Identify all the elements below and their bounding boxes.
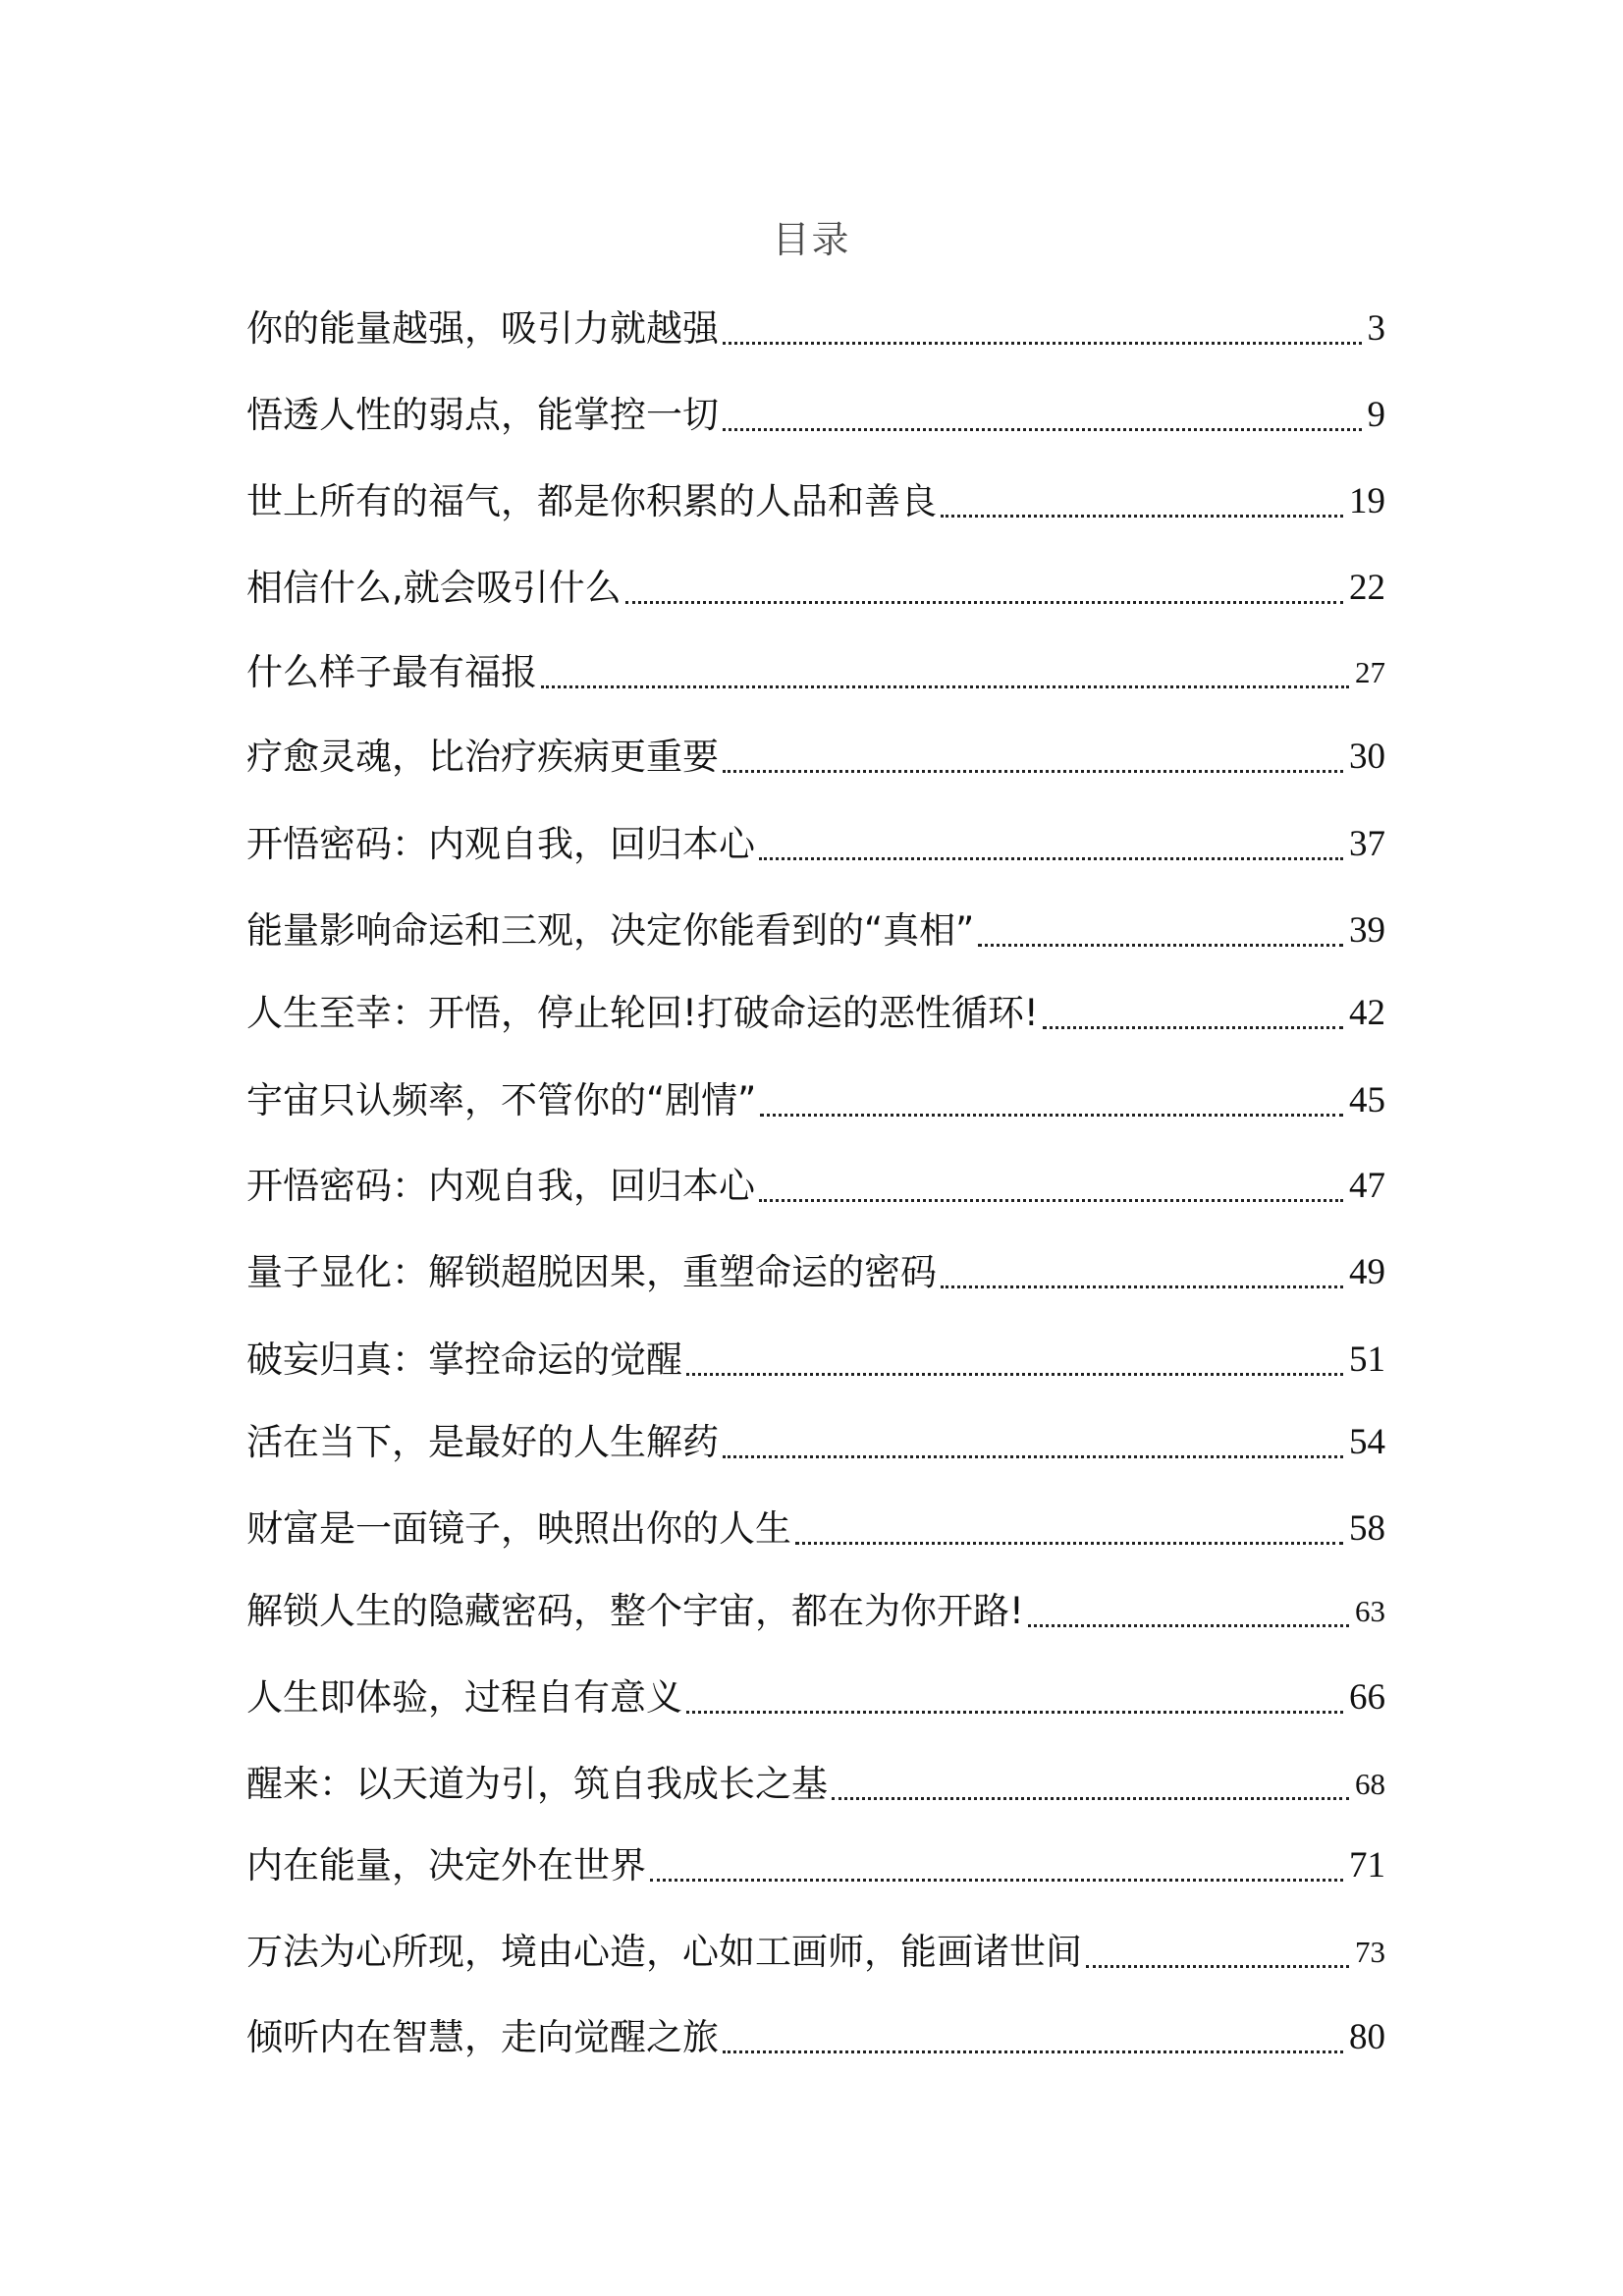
toc-entry-page: 22 <box>1349 568 1385 608</box>
toc-entry-page: 42 <box>1349 993 1385 1033</box>
dot-leader <box>941 515 1343 518</box>
dot-leader <box>686 1711 1343 1714</box>
toc-entry[interactable] <box>246 812 1385 871</box>
toc-entry-page: 9 <box>1367 395 1385 435</box>
dot-leader <box>723 770 1343 773</box>
toc-entry-title: 倾听内在智慧，走向觉醒之旅 <box>246 2016 719 2058</box>
dot-leader <box>723 428 1362 431</box>
toc-entry-title: 万法为心所现，境由心造，心如工画师，能画诸世间 <box>246 1931 1082 1973</box>
toc-entry-title: 能量影响命运和三观，决定你能看到的“真相” <box>246 909 975 952</box>
toc-entry-title: 悟透人性的弱点，能掌控一切 <box>246 394 719 436</box>
toc-entry-title: 疗愈灵魂，比治疗疾病更重要 <box>246 736 719 778</box>
toc-entry-title: 世上所有的福气，都是你积累的人品和善良 <box>246 480 937 522</box>
toc-entry-page: 58 <box>1349 1508 1385 1549</box>
dot-leader <box>1086 1965 1349 1968</box>
toc-entry-title: 破妄归真：掌控命运的觉醒 <box>246 1339 682 1381</box>
toc-entry-title: 人生至幸：开悟，停止轮回!打破命运的恶性循环! <box>246 992 1039 1034</box>
toc-entry[interactable] <box>246 469 1385 528</box>
dot-leader <box>723 2050 1343 2053</box>
toc-entry-page: 3 <box>1367 308 1385 349</box>
toc-entry[interactable] <box>246 297 1385 355</box>
toc-entry[interactable] <box>246 640 1385 699</box>
toc-entry-page: 27 <box>1355 655 1385 689</box>
toc-entry[interactable] <box>246 725 1385 784</box>
toc-entry[interactable] <box>246 383 1385 442</box>
toc-entry[interactable] <box>246 1068 1385 1127</box>
toc-entry[interactable] <box>246 1752 1385 1811</box>
dot-leader <box>650 1879 1343 1882</box>
toc-entry[interactable] <box>246 1328 1385 1387</box>
toc-entry[interactable] <box>246 1579 1385 1638</box>
toc-entry[interactable] <box>246 556 1385 615</box>
toc-entry[interactable] <box>246 899 1385 957</box>
toc-entry-page: 54 <box>1349 1422 1385 1462</box>
dot-leader <box>759 857 1343 860</box>
dot-leader <box>1028 1624 1349 1627</box>
toc-entry-page: 47 <box>1349 1166 1385 1206</box>
dot-leader <box>625 601 1343 604</box>
toc-entry-page: 80 <box>1349 2017 1385 2057</box>
dot-leader <box>686 1373 1343 1376</box>
dot-leader <box>541 685 1349 688</box>
toc-entry-title: 醒来：以天道为引，筑自我成长之基 <box>246 1763 828 1805</box>
toc-entry-title: 解锁人生的隐藏密码，整个宇宙，都在为你开路! <box>246 1590 1024 1632</box>
toc-title: 目录 <box>772 218 851 261</box>
toc-entry-title: 开悟密码：内观自我，回归本心 <box>246 1165 755 1207</box>
toc-entry[interactable] <box>246 1833 1385 1892</box>
toc-entry[interactable] <box>246 1666 1385 1724</box>
toc-entry-page: 73 <box>1355 1935 1385 1969</box>
dot-leader <box>723 342 1362 345</box>
toc-entry-title: 你的能量越强，吸引力就越强 <box>246 307 719 350</box>
toc-entry-page: 71 <box>1349 1845 1385 1886</box>
toc-entry-page: 49 <box>1349 1252 1385 1292</box>
toc-entry[interactable] <box>246 1497 1385 1556</box>
toc-entry[interactable] <box>246 1920 1385 1979</box>
dot-leader <box>832 1797 1349 1800</box>
toc-entry[interactable] <box>246 1410 1385 1469</box>
toc-entry-title: 人生即体验，过程自有意义 <box>246 1676 682 1719</box>
toc-entry-title: 开悟密码：内观自我，回归本心 <box>246 823 755 865</box>
dot-leader <box>760 1114 1343 1117</box>
toc-entry-page: 68 <box>1355 1767 1385 1801</box>
toc-entry[interactable] <box>246 2005 1385 2064</box>
toc-entry-title: 内在能量，决定外在世界 <box>246 1844 646 1886</box>
toc-entry-page: 63 <box>1355 1594 1385 1628</box>
dot-leader <box>978 944 1343 947</box>
toc-entry-page: 30 <box>1349 737 1385 777</box>
toc-entry-page: 19 <box>1349 481 1385 521</box>
toc-entry-title: 什么样子最有福报 <box>246 651 537 693</box>
dot-leader <box>759 1199 1343 1202</box>
toc-entry-page: 39 <box>1349 910 1385 951</box>
dot-leader <box>723 1455 1343 1458</box>
toc-entry-title: 量子显化：解锁超脱因果，重塑命运的密码 <box>246 1251 937 1293</box>
toc-entry[interactable] <box>246 1240 1385 1299</box>
toc-entry-page: 37 <box>1349 824 1385 864</box>
toc-entry[interactable] <box>246 981 1385 1040</box>
toc-entry[interactable] <box>246 1154 1385 1213</box>
toc-entry-page: 51 <box>1349 1339 1385 1380</box>
toc-entry-page: 45 <box>1349 1080 1385 1121</box>
dot-leader <box>1043 1026 1343 1029</box>
toc-entry-page: 66 <box>1349 1677 1385 1718</box>
dot-leader <box>941 1285 1343 1288</box>
toc-entry-title: 活在当下，是最好的人生解药 <box>246 1421 719 1463</box>
toc-entry-title: 相信什么,就会吸引什么 <box>246 567 622 609</box>
toc-entry-title: 宇宙只认频率，不管你的“剧情” <box>246 1079 757 1121</box>
toc-entry-title: 财富是一面镜子，映照出你的人生 <box>246 1507 791 1550</box>
dot-leader <box>795 1542 1343 1545</box>
